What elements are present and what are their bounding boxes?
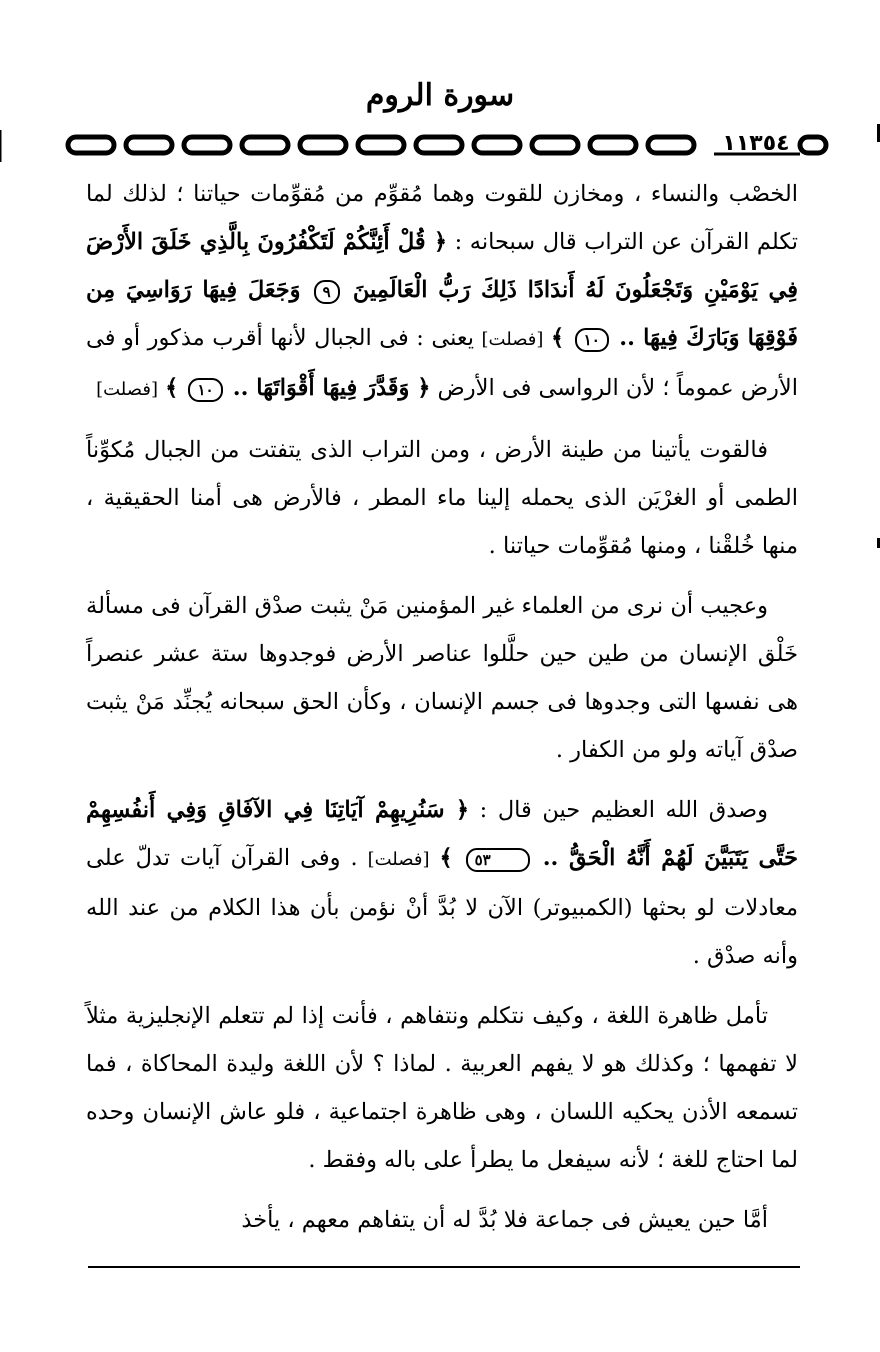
paragraph-3: وعجيب أن نرى من العلماء غير المؤمنين مَنْ يثبت صدْق القرآن فى مسألة خَلْق الإنسان من طين حين حلَّلوا عناصر الأرض فوجدوها ستة عشر عنصراً هى نفسها التى وجدوها فى جسم الإنسان ، وكأن الحق سبحانه يُجنِّد مَنْ يثبت صدْق آياته ولو من الكفار . (86, 593, 798, 763)
text: يعنى : فى الجبال لأنها أقرب مذكور أو فى الأرض عموماً ؛ لأن الرواسى فى الأرض (86, 325, 798, 401)
chain-link (68, 137, 114, 153)
verse-number: ١٠ (575, 328, 609, 352)
quran-verse: وَجَعَلَ فِيهَا رَوَاسِيَ مِن فَوْقِهَا وَبَارَكَ فِيهَا .. (86, 277, 799, 351)
chain-link (648, 137, 694, 153)
verse-number: ٥٣ (466, 848, 530, 872)
text: وصدق الله العظيم حين قال : (479, 797, 768, 823)
paragraph-4 (86, 786, 798, 980)
chain-link (358, 137, 404, 153)
chain-link (532, 137, 578, 153)
surah-reference: [فصلت] (367, 849, 430, 870)
surah-title: سورة الروم (365, 78, 515, 113)
verse-close-bracket: ﴾ (439, 845, 453, 871)
page-number: ١١٣٥٤ (722, 131, 790, 156)
chain-link (300, 137, 346, 153)
paragraph-1 (86, 170, 798, 414)
surah-reference: [فصلت] (481, 329, 544, 350)
chain-link (800, 137, 826, 153)
chain-link (416, 137, 462, 153)
verse-close-bracket: ﴾ (165, 375, 179, 401)
footer-rule (88, 1266, 800, 1268)
paragraph-5: تأمل ظاهرة اللغة ، وكيف نتكلم ونتفاهم ، فأنت إذا لم تتعلم الإنجليزية مثلاً لا تفهمها ؛ وكذلك هو لا يفهم العربية . لماذا ؟ لأن اللغة وليدة المحاكاة ، فما تسمعه الأذن يحكيه اللسان ، وهى ظاهرة اجتماعية ، فلو عاش الإنسان وحده لما احتاج للغة ؛ لأنه سيفعل ما يطرأ على باله وفقط . (86, 1003, 798, 1173)
page-body (86, 170, 798, 1256)
text: الخصْب والنساء ، ومخازن للقوت وهما مُقوِّم من مُقوِّمات حياتنا ؛ لذلك لما تكلم القرآن عن التراب قال سبحانه : (86, 181, 799, 255)
chain-link (590, 137, 636, 153)
paragraph-2: فالقوت يأتينا من طينة الأرض ، ومن التراب الذى يتفتت من الجبال مُكوِّناً الطمى أو الغرْيَن الذى يحمله إلينا ماء المطر ، فالأرض هى أمنا الحقيقية ، منها خُلقْنا ، ومنها مُقوِّمات حياتنا . (86, 437, 798, 559)
quran-verse: ﴿ قُلْ أَئِنَّكُمْ لَتَكْفُرُونَ بِالَّذِي خَلَقَ الأَرْضَ فِي يَوْمَيْنِ وَتَجْعَلُونَ لَهُ أَندَادًا ذَلِكَ رَبُّ الْعَالَمِينَ (86, 229, 799, 303)
text: . وفى القرآن آيات تدلّ على معادلات لو بحثها (الكمبيوتر) الآن لا بُدَّ أنْ نؤمن بأن هذا الكلام من عند الله وأنه صدْق . (86, 845, 798, 969)
surah-reference: [فصلت] (96, 379, 158, 400)
chain-link (126, 137, 172, 153)
verse-number: ١٠ (188, 378, 222, 402)
chain-link (242, 137, 288, 153)
paragraph-6: أمَّا حين يعيش فى جماعة فلا بُدَّ له أن يتفاهم معهم ، يأخذ (241, 1207, 768, 1233)
chain-link (474, 137, 520, 153)
quran-verse: ﴿ وَقَدَّرَ فِيهَا أَقْوَاتَهَا .. (232, 375, 431, 401)
quran-verse: ﴿ سَنُرِيهِمْ آيَاتِنَا فِي الآفَاقِ وَفِي أَنفُسِهِمْ حَتَّى يَتَبَيَّنَ لَهُمْ أَنَّهُ الْحَقُّ .. (86, 797, 798, 871)
verse-number: ٩ (314, 280, 340, 304)
verse-close-bracket: ﴾ (550, 325, 565, 351)
chain-link (184, 137, 230, 153)
